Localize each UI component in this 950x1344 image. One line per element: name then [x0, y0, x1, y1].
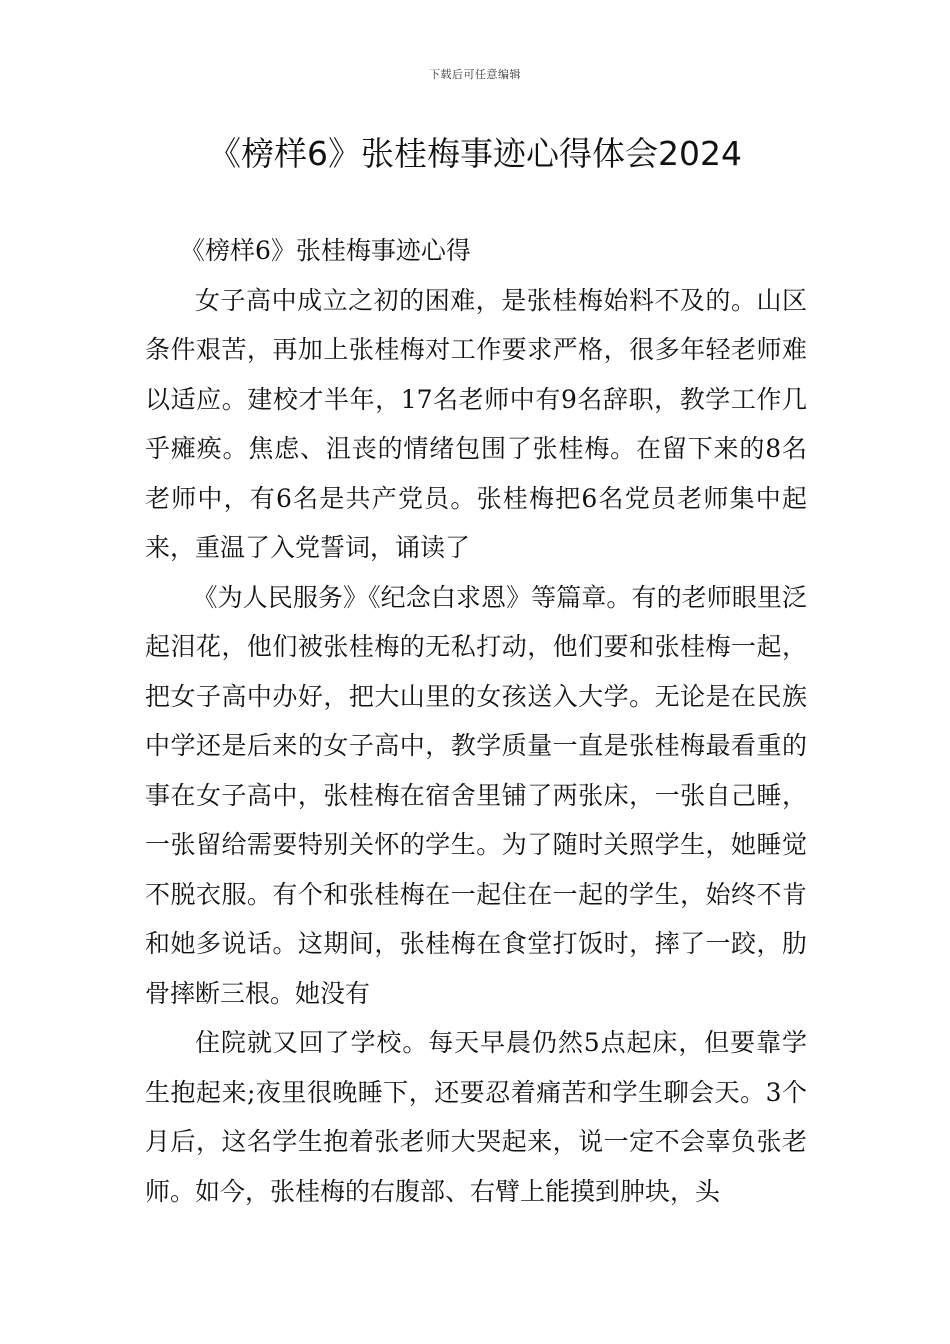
header-note: 下载后可任意编辑: [429, 68, 521, 81]
document-body: [145, 226, 807, 1216]
subtitle-paragraph: 《榜样6》张桂梅事迹心得: [180, 236, 471, 265]
body-paragraph: 《为人民服务》《纪念白求恩》等篇章。有的老师眼里泛起泪花，他们被张桂梅的无私打动，他们要和张桂梅一起，把女子高中办好，把大山里的女孩送入大学。无论是在民族中学还是后来的女子高中，教学质量一直是张桂梅最看重的事在女子高中，张桂梅在宿舍里铺了两张床，一张自己睡，一张留给需要特别关怀的学生。为了随时关照学生，她睡觉不脱衣服。有个和张桂梅在一起住在一起的学生，始终不肯和她多说话。这期间，张桂梅在食堂打饭时，摔了一跤，肋骨摔断三根。她没有: [145, 582, 807, 1008]
body-paragraph: 女子高中成立之初的困难，是张桂梅始料不及的。山区条件艰苦，再加上张桂梅对工作要求严格，很多年轻老师难以适应。建校才半年，17名老师中有9名辞职，教学工作几乎瘫痪。焦虑、沮丧的情绪包围了张桂梅。在留下来的8名老师中，有6名是共产党员。张桂梅把6名党员老师集中起来，重温了入党誓词，诵读了: [145, 285, 807, 562]
body-paragraph: 住院就又回了学校。每天早晨仍然5点起床，但要靠学生抱起来;夜里很晚睡下，还要忍着痛苦和学生聊会天。3个月后，这名学生抱着张老师大哭起来，说一定不会辜负张老师。如今，张桂梅的右腹部、右臂上能摸到肿块，头: [145, 1028, 807, 1206]
document-title: 《榜样6》张桂梅事迹心得体会2024: [208, 134, 742, 173]
